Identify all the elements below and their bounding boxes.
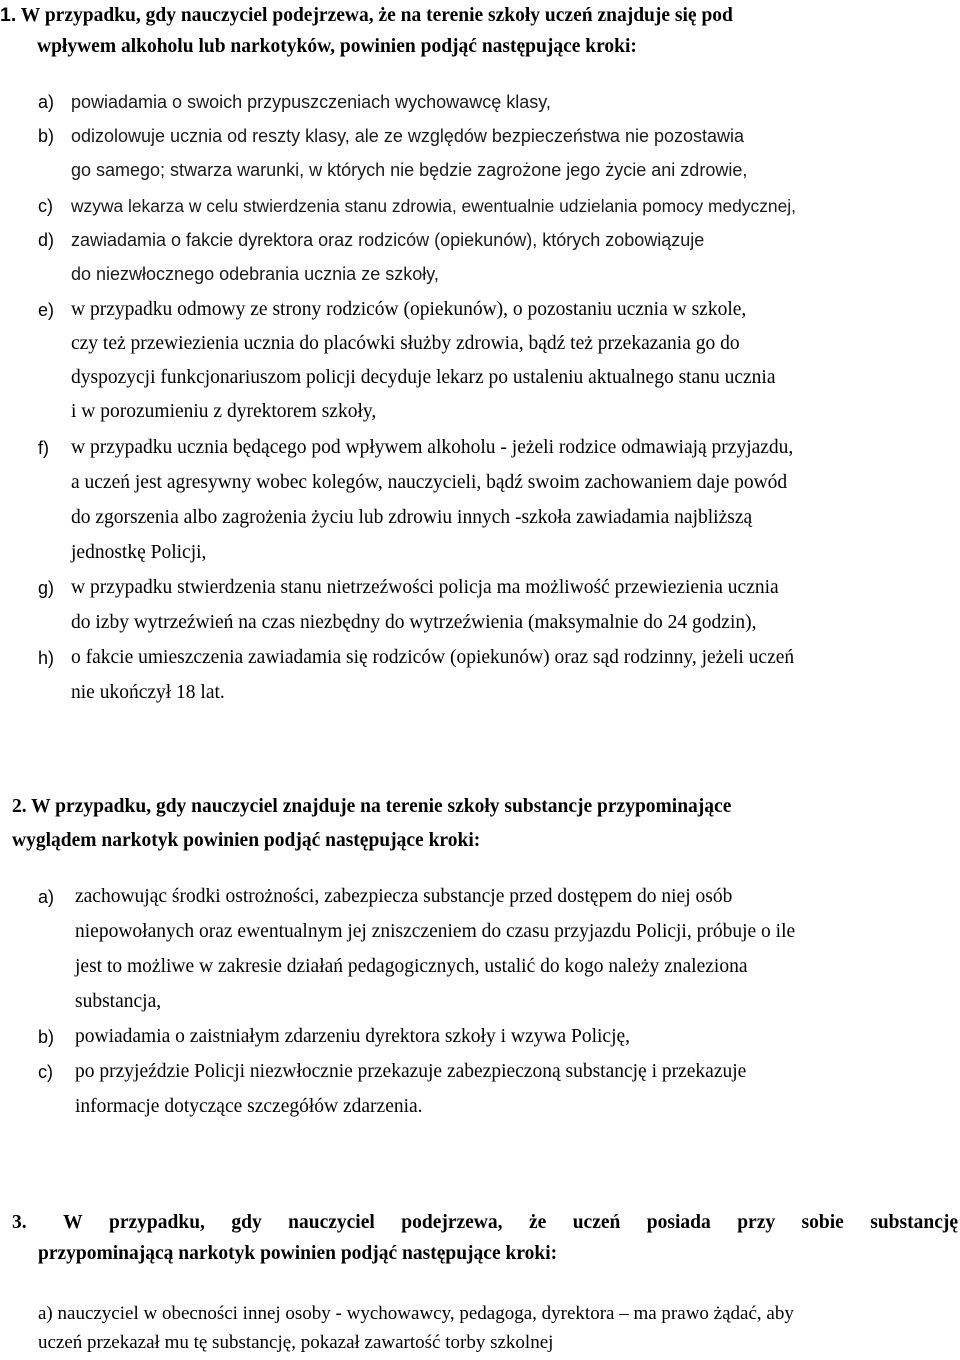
section2-number: 2.: [12, 796, 27, 817]
s1-item-f-marker: f): [38, 438, 49, 458]
s2-item-c-marker: c): [38, 1062, 53, 1082]
section3-number: 3.: [12, 1212, 27, 1233]
s1-item-h-marker: h): [38, 648, 55, 668]
section3-title-word: posiada: [646, 1212, 711, 1233]
section3-title-word: przypadku,: [109, 1212, 205, 1233]
section3-title-word: nauczyciel: [288, 1212, 375, 1233]
s1-item-g-line2: do izby wytrzeźwień na czas niezbędny do wytrzeźwienia (maksymalnie do 24 godzin),: [71, 612, 757, 633]
s2-item-b-line1: powiadamia o zaistniałym zdarzeniu dyrektora szkoły i wzywa Policję,: [75, 1026, 631, 1047]
s1-item-b-marker: b): [38, 126, 55, 146]
section1-number: 1.: [0, 4, 17, 26]
section1-title-line1: W przypadku, gdy nauczyciel podejrzewa, że na terenie szkoły uczeń znajduje się pod: [20, 5, 733, 26]
s2-item-c-line2: informacje dotyczące szczegółów zdarzenia.: [75, 1096, 423, 1117]
section3-title-word: że: [528, 1212, 547, 1233]
s2-item-c-line1: po przyjeździe Policji niezwłocznie przekazuje zabezpieczoną substancję i przekazuje: [75, 1061, 747, 1082]
section2-title-line1: W przypadku, gdy nauczyciel znajduje na terenie szkoły substancje przypominające: [31, 796, 732, 817]
section3-title-word: W: [63, 1212, 83, 1233]
section3-title-word: sobie: [801, 1212, 844, 1233]
s1-item-b-line1: odizolowuje ucznia od reszty klasy, ale ze względów bezpieczeństwa nie pozostawia: [71, 126, 745, 146]
s1-item-d-line1: zawiadamia o fakcie dyrektora oraz rodziców (opiekunów), których zobowiązuje: [71, 230, 705, 250]
s1-item-d-line2: do niezwłocznego odebrania ucznia ze szkoły,: [71, 264, 439, 284]
s2-item-a-line2: niepowołanych oraz ewentualnym jej zniszczeniem do czasu przyjazdu Policji, próbuje o ile: [75, 921, 796, 942]
s1-item-a-marker: a): [38, 92, 55, 112]
s1-item-f-line3: do zgorszenia albo zagrożenia życiu lub zdrowiu innych -szkoła zawiadamia najbliższą: [71, 507, 753, 528]
s3-item-a-line1: a) nauczyciel w obecności innej osoby - wychowawcy, pedagoga, dyrektora – ma prawo żądać, aby: [38, 1303, 794, 1324]
s1-item-e-line2: czy też przewiezienia ucznia do placówki służby zdrowia, bądź też przekazania go do: [71, 333, 740, 354]
s1-item-e-line1: w przypadku odmowy ze strony rodziców (opiekunów), o pozostaniu ucznia w szkole,: [71, 299, 747, 320]
section3-title-word: substancję: [870, 1212, 958, 1233]
s1-item-c-marker: c): [38, 196, 53, 216]
s1-item-e-marker: e): [38, 300, 55, 320]
section3-title-word: gdy: [231, 1212, 262, 1233]
s1-item-h-line2: nie ukończył 18 lat.: [71, 682, 225, 703]
s1-item-f-line1: w przypadku ucznia będącego pod wpływem alkoholu - jeżeli rodzice odmawiają przyjazdu,: [71, 437, 794, 458]
s1-item-e-line3: dyspozycji funkcjonariuszom policji decyduje lekarz po ustaleniu aktualnego stanu ucznia: [71, 367, 776, 388]
section3-title-word: podejrzewa,: [401, 1212, 503, 1233]
s1-item-b-line2: go samego; stwarza warunki, w których nie będzie zagrożone jego życie ani zdrowie,: [71, 160, 748, 180]
section1-heading: [0, 0, 733, 31]
s2-item-a-line1: zachowując środki ostrożności, zabezpiecza substancje przed dostępem do niej osób: [75, 886, 733, 907]
s1-item-f-line4: jednostkę Policji,: [71, 542, 207, 563]
s2-item-b-marker: b): [38, 1027, 55, 1047]
s2-item-a-line4: substancja,: [75, 991, 162, 1012]
s2-item-a-line3: jest to możliwe w zakresie działań pedagogicznych, ustalić do kogo należy znaleziona: [75, 956, 748, 977]
s1-item-d-marker: d): [38, 230, 55, 250]
s1-item-g-line1: w przypadku stwierdzenia stanu nietrzeźwości policja ma możliwość przewiezienia ucznia: [71, 577, 779, 598]
section3-title-line2: przypominającą narkotyk powinien podjąć następujące kroki:: [38, 1243, 558, 1264]
s1-item-e-line4: i w porozumieniu z dyrektorem szkoły,: [71, 401, 377, 422]
section3-title-word: uczeń: [572, 1212, 621, 1233]
s1-item-g-marker: g): [38, 578, 55, 598]
section1-title-line2: wpływem alkoholu lub narkotyków, powinien podjąć następujące kroki:: [37, 36, 637, 57]
s1-item-h-line1: o fakcie umieszczenia zawiadamia się rodziców (opiekunów) oraz sąd rodzinny, jeżeli uczeń: [71, 647, 795, 668]
s1-item-a-line1: powiadamia o swoich przypuszczeniach wychowawcę klasy,: [71, 92, 551, 112]
s2-item-a-marker: a): [38, 887, 55, 907]
section2-heading: [12, 791, 731, 822]
section3-title-word: przy: [737, 1212, 776, 1233]
section3-title-line1: [12, 1207, 958, 1238]
s1-item-c-line1: wzywa lekarza w celu stwierdzenia stanu zdrowia, ewentualnie udzielania pomocy medycznej,: [71, 196, 796, 216]
section2-title-line2: wyglądem narkotyk powinien podjąć następujące kroki:: [12, 830, 481, 851]
s3-item-a-line2: uczeń przekazał mu tę substancję, pokazał zawartość torby szkolnej: [38, 1332, 554, 1353]
s1-item-f-line2: a uczeń jest agresywny wobec kolegów, nauczycieli, bądź swoim zachowaniem daje powód: [71, 472, 788, 493]
